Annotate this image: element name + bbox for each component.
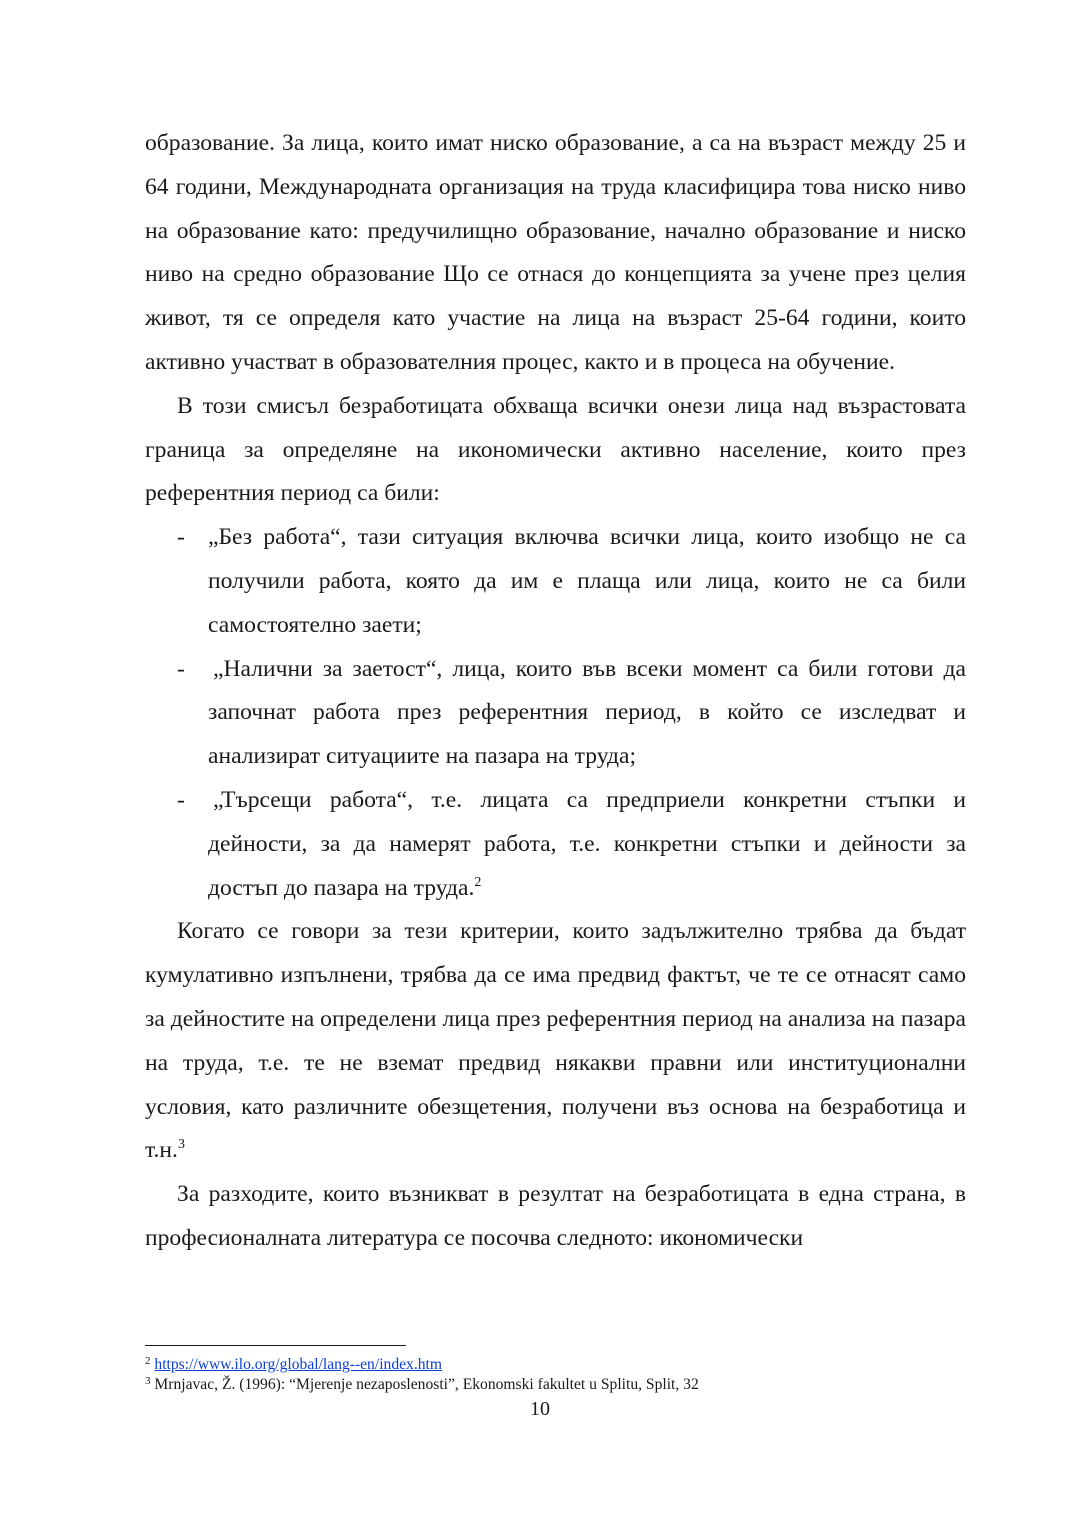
footnote-link[interactable]: https://www.ilo.org/global/lang--en/index.htm xyxy=(154,1356,442,1373)
footnote-reference[interactable]: 3 xyxy=(177,1137,185,1153)
list-bullet: - xyxy=(177,655,185,682)
footnote-separator xyxy=(145,1345,406,1346)
paragraph-unemployment-definition: В този смисъл безработицата обхваща всички онези лица над възрастовата граница за определяне на икономически активно население, които през референтния период са били: xyxy=(145,392,966,507)
list-item xyxy=(145,648,966,779)
footnotes xyxy=(145,1355,966,1395)
footnote-3 xyxy=(145,1375,966,1395)
criteria-list xyxy=(145,516,966,910)
list-item-text: „Търсещи работа“, т.е. лицата са предприели конкретни стъпки и дейности, за да намерят работа, т.е. конкретни стъпки и дейности за достъп до пазара на труда. xyxy=(208,786,966,901)
paragraph-education: образование. За лица, които имат ниско образование, а са на възраст между 25 и 64 години, Международната организация на труда класифицира това ниско ниво на образование като: предучилищно образование, начално образование и ниско ниво на средно образование Що се отнася до концепцията за учене през целия живот, тя се определя като участие на лица на възраст 25-64 години, които активно участват в образователния процес, както и в процеса на обучение. xyxy=(145,130,966,375)
footnote-2 xyxy=(145,1355,966,1375)
list-bullet: - xyxy=(177,786,185,813)
body-text xyxy=(145,122,966,1261)
list-bullet: - xyxy=(177,524,185,551)
page-number: 10 xyxy=(530,1398,550,1420)
list-item-text: „Налични за заетост“, лица, които във всеки момент са били готови да започнат работа през референтния период, в който се изследват и анализират ситуациите на пазара на труда; xyxy=(208,655,966,770)
list-item xyxy=(145,516,966,647)
footnote-reference[interactable]: 2 xyxy=(474,874,482,890)
list-item-text: „Без работа“, тази ситуация включва всички лица, които изобщо не са получили работа, която да им е плаща или лица, които не са били самостоятелно заети; xyxy=(208,524,966,638)
footnote-number: 3 xyxy=(145,1375,151,1387)
paragraph-costs: За разходите, които възникват в резултат на безработицата в една страна, в професионалната литература се посочва следното: икономически xyxy=(145,1181,966,1251)
paragraph-criteria xyxy=(145,910,966,1173)
footnote-number: 2 xyxy=(145,1355,151,1367)
list-item xyxy=(145,779,966,910)
paragraph-criteria-text: Когато се говори за тези критерии, които задължително трябва да бъдат кумулативно изпълнени, трябва да се има предвид фактът, че те се отнасят само за дейностите на определени лица през референтния период на анализа на пазара на труда, т.е. те не вземат предвид някакви правни или институционални условия, като различните обезщетения, получени въз основа на безработица и т.н. xyxy=(145,918,966,1164)
footnote-text: Mrnjavac, Ž. (1996): “Mjerenje nezaposlenosti”, Ekonomski fakultet u Splitu, Split, 32 xyxy=(154,1376,699,1393)
